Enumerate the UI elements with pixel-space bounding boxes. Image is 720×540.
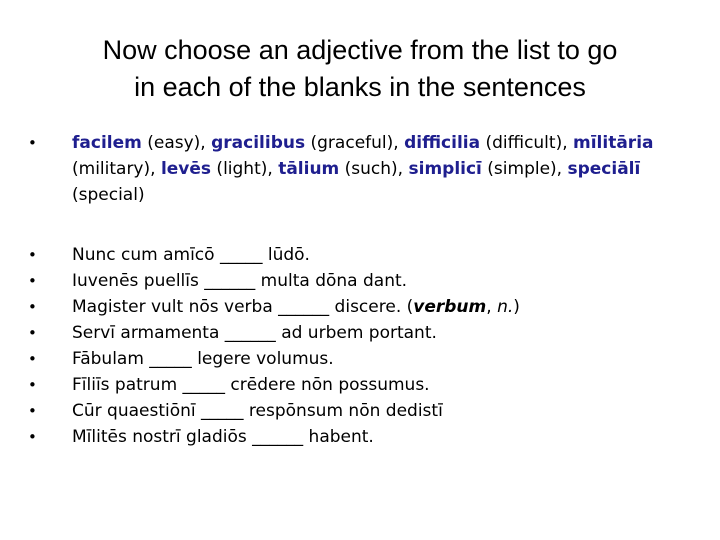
sentence-text: Magister vult nōs verba ______ discere. [72, 297, 407, 317]
sentence-item [28, 424, 698, 450]
vocab-gloss-facilem: (easy), [141, 133, 212, 153]
bullet-icon: • [28, 134, 37, 152]
bullet-icon: • [28, 324, 37, 342]
sentence-item [28, 320, 698, 346]
vocab-gloss-leves: (light), [211, 159, 279, 179]
title-line-1: Now choose an adjective from the list to go [102, 35, 618, 65]
vocab-latin-facilem: facilem [72, 133, 142, 153]
vocab-latin-talium: tālium [278, 159, 340, 179]
note-close: ) [513, 297, 520, 317]
vocab-gloss-militaria: (military), [72, 159, 161, 179]
sentence-item [28, 398, 698, 424]
vocab-gloss-talium: (such), [339, 159, 409, 179]
slide-title [40, 32, 680, 106]
vocab-gloss-speciali: (special) [72, 185, 145, 205]
vocab-latin-militaria: mīlitāria [573, 133, 654, 153]
vocab-list-item [28, 130, 698, 208]
sentence-text: Iuvenēs puellīs ______ multa dōna dant. [72, 271, 408, 291]
bullet-icon: • [28, 246, 37, 264]
sentence-item [28, 268, 698, 294]
note-comma: , [486, 297, 498, 317]
sentence-item [28, 346, 698, 372]
bullet-icon: • [28, 402, 37, 420]
sentence-text: Servī armamenta ______ ad urbem portant. [72, 323, 437, 343]
note-open: ( [406, 297, 414, 317]
vocab-gloss-gracilibus: (graceful), [305, 133, 405, 153]
note-gender: n. [497, 297, 514, 317]
vocab-latin-gracilibus: gracilibus [211, 133, 306, 153]
vocab-gloss-difficilia: (difficult), [480, 133, 574, 153]
sentence-text: Fābulam _____ legere volumus. [72, 349, 334, 369]
vocab-latin-speciali: speciālī [567, 159, 641, 179]
sentence-text: Cūr quaestiōnī _____ respōnsum nōn dedistī [72, 401, 443, 421]
vocab-latin-leves: levēs [160, 159, 212, 179]
bullet-icon: • [28, 376, 37, 394]
bullet-icon: • [28, 298, 37, 316]
bullet-icon: • [28, 428, 37, 446]
note-word: verbum [413, 297, 487, 317]
sentence-item [28, 242, 698, 268]
vocab-latin-difficilia: difficilia [404, 133, 481, 153]
vocab-gloss-simplici: (simple), [481, 159, 568, 179]
bullet-icon: • [28, 272, 37, 290]
sentence-text: Fīliīs patrum _____ crēdere nōn possumus. [72, 375, 430, 395]
vocab-latin-simplici: simplicī [408, 159, 482, 179]
title-line-2: in each of the blanks in the sentences [134, 72, 586, 102]
bullet-list [28, 130, 698, 450]
sentence-item [28, 372, 698, 398]
sentence-item [28, 294, 698, 320]
bullet-icon: • [28, 350, 37, 368]
sentence-text: Mīlitēs nostrī gladiōs ______ habent. [72, 427, 374, 447]
sentence-text: Nunc cum amīcō _____ lūdō. [72, 245, 310, 265]
